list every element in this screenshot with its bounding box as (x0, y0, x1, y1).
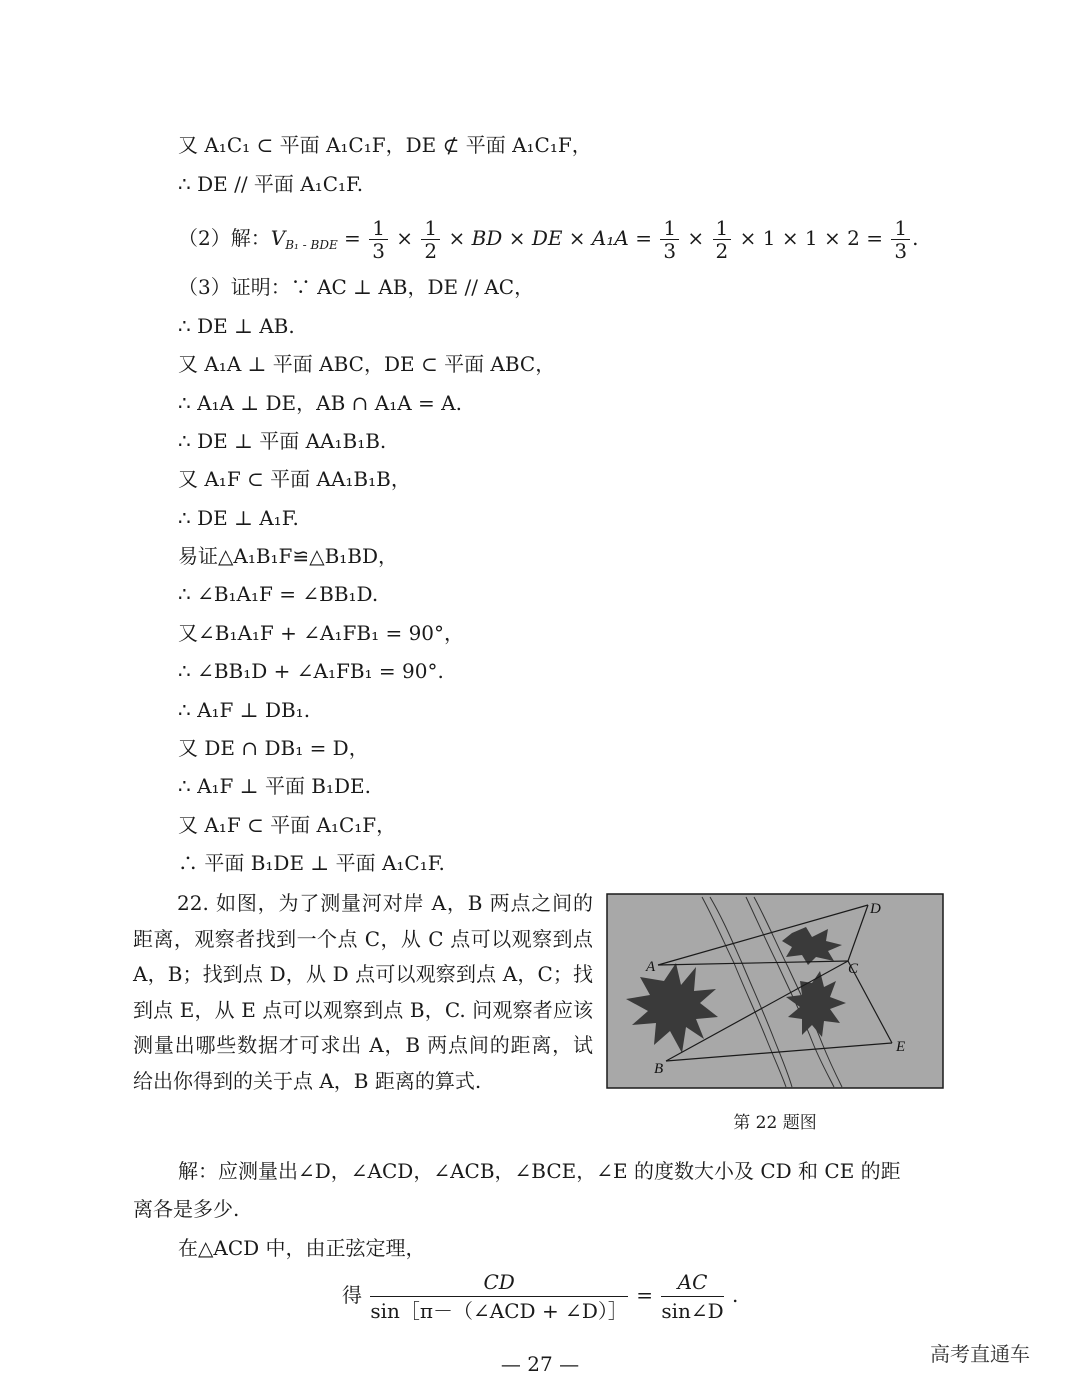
times-sign-2: × (681, 226, 711, 250)
volume-subscript: B₁ - BDE (285, 238, 338, 252)
page-number: — 27 — (500, 1352, 580, 1376)
proof-line-18: ∴ 平面 B₁DE ⊥ 平面 A₁C₁F. (178, 851, 445, 875)
proof-line-6: ∴ A₁A ⊥ DE，AB ∩ A₁A = A. (178, 391, 462, 415)
proof-line-1: 又 A₁C₁ ⊂ 平面 A₁C₁F，DE ⊄ 平面 A₁C₁F， (178, 133, 592, 157)
figure-caption: 第 22 题图 (733, 1113, 817, 1133)
part2-formula: （2）解：$V_{B_1 - BDE}$ = $\frac{1}{3}$ × $\frac{1}{2}$ × BD × DE × A₁A = $\frac{1}{3}$ × $\frac{1}{2}$ × 1 × 1 × 2 = $\frac{1}{3}$ . (178, 216, 919, 263)
proof-line-4: ∴ DE ⊥ AB. (178, 314, 295, 338)
solution-line-3: 在△ACD 中，由正弦定理， (178, 1236, 426, 1260)
proof-line-5: 又 A₁A ⊥ 平面 ABC，DE ⊂ 平面 ABC， (178, 352, 556, 376)
proof-line-11: ∴ ∠B₁A₁F = ∠BB₁D. (178, 582, 379, 606)
proof-line-15: 又 DE ∩ DB₁ = D， (178, 736, 369, 760)
product-tail: × 1 × 1 × 2 = (733, 226, 890, 250)
proof-line-7: ∴ DE ⊥ 平面 AA₁B₁B. (178, 429, 387, 453)
proof-line-12: 又∠B₁A₁F + ∠A₁FB₁ = 90°， (178, 621, 465, 645)
proof-line-9: ∴ DE ⊥ A₁F. (178, 506, 299, 530)
proof-line-2: ∴ DE // 平面 A₁C₁F. (178, 172, 364, 196)
fraction-ac: $\frac{AC}{\sin\angle D}$ (661, 1270, 724, 1323)
label-B: B (654, 1061, 664, 1077)
label-E: E (896, 1039, 906, 1055)
label-A: A (646, 959, 656, 975)
proof-line-3: （3）证明：∵ AC ⊥ AB，DE // AC， (178, 275, 535, 299)
fraction-one-half: $\frac{1}{2}$ (421, 217, 440, 262)
fraction-one-half-2: $\frac{1}{2}$ (713, 217, 732, 262)
solution-line-1: 解：应测量出∠D，∠ACD，∠ACB，∠BCE，∠E 的度数大小及 CD 和 CE 的距 (178, 1159, 901, 1183)
fraction-result: $\frac{1}{3}$ (891, 217, 910, 262)
proof-line-8: 又 A₁F ⊂ 平面 AA₁B₁B， (178, 467, 411, 491)
proof-line-14: ∴ A₁F ⊥ DB₁. (178, 698, 311, 722)
problem-22-text: 22. 如图，为了测量河对岸 A，B 两点之间的距离，观察者找到一个点 C，从 C 点可以观察到点 A，B；找到点 D，从 D 点可以观察到点 A，C；找到点 E，从 E 点可以观察到点 B，C. 问观察者应该测量出哪些数据才可求出 A，B 两点间的距离，试给出你得到的关于点 A，B 距离的算式. (133, 891, 593, 1093)
proof-line-17: 又 A₁F ⊂ 平面 A₁C₁F， (178, 813, 397, 837)
equals-sign: = (337, 226, 368, 250)
river-figure (606, 893, 944, 1089)
fraction-one-third: $\frac{1}{3}$ (369, 217, 388, 262)
proof-line-16: ∴ A₁F ⊥ 平面 B₁DE. (178, 774, 372, 798)
fraction-cd: $\frac{CD}{\text{sin［π－（∠ACD + ∠D）］}}$ (370, 1270, 628, 1323)
proof-line-13: ∴ ∠BB₁D + ∠A₁FB₁ = 90°. (178, 659, 444, 683)
watermark: 高考直通车 (930, 1342, 1030, 1366)
fraction-one-third-2: $\frac{1}{3}$ (660, 217, 679, 262)
product-middle: × BD × DE × A₁A = (442, 226, 659, 250)
formula-equals: = (629, 1283, 660, 1307)
formula-prefix: 得 (342, 1283, 369, 1307)
label-D: D (870, 901, 881, 917)
proof-line-10: 易证△A₁B₁F≌△B₁BD， (178, 544, 399, 568)
problem-22 (133, 886, 593, 1099)
solution-line-2: 离各是多少. (133, 1197, 240, 1221)
volume-symbol: V (270, 226, 286, 250)
times-sign: × (389, 226, 420, 250)
label-C: C (848, 961, 859, 977)
part2-lead: （2）解： (178, 226, 271, 250)
sine-rule-formula: 得 $\frac{CD}{\text{sin［π－（∠ACD + ∠D）］}}$ = $\frac{AC}{\sin\angle D}$ . (342, 1270, 739, 1323)
